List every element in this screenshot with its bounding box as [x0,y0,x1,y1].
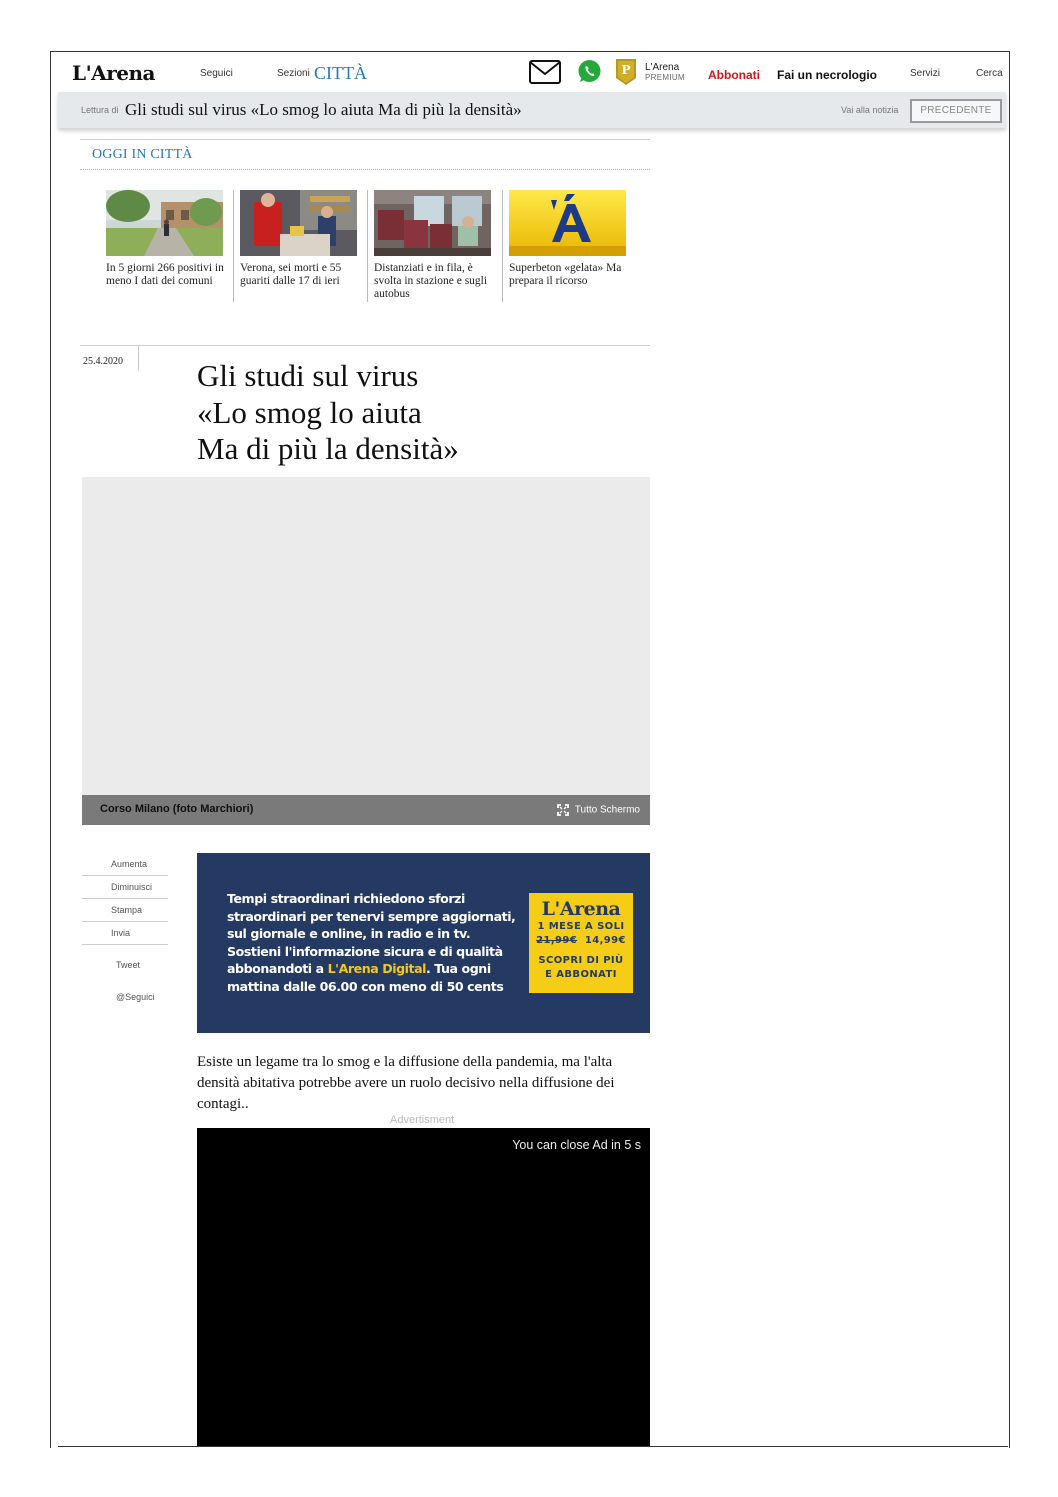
card-divider [502,190,503,302]
promo-offer-box[interactable] [529,893,633,993]
news-caption[interactable]: Distanziati e in fila, è svolta in stazione e sugli autobus [374,262,488,300]
promo-text [227,890,517,995]
section-title[interactable]: CITTÀ [314,63,367,83]
news-card[interactable] [233,190,358,302]
send-button[interactable]: Invia [82,922,168,945]
site-logo[interactable]: L'Arena [72,61,155,85]
video-ad[interactable] [197,1128,650,1446]
headline-line: «Lo smog lo aiuta [197,394,422,430]
premium-shield-icon[interactable] [615,58,637,86]
article-headline [197,358,459,468]
reading-title[interactable]: Gli studi sul virus «Lo smog lo aiuta Ma di più la densità» [125,100,522,119]
site-header [58,52,1008,92]
cerca-link[interactable]: Cerca [976,68,1003,79]
font-increase-button[interactable]: Aumenta [82,853,168,876]
font-decrease-button[interactable]: Diminuisci [82,876,168,899]
goto-article-link[interactable]: Vai alla notizia [841,105,899,115]
card-divider [233,190,234,302]
servizi-link[interactable]: Servizi [910,68,941,79]
subscription-banner[interactable] [197,853,650,1033]
headline-line: Ma di più la densità» [197,431,459,466]
news-caption[interactable]: Verona, sei morti e 55 guariti dalle 17 di ieri [240,262,342,287]
necrologio-link[interactable]: Fai un necrologio [777,68,878,82]
reading-label: Lettura di [81,105,119,115]
article-divider [80,345,650,346]
news-card[interactable] [99,190,224,302]
seguici-link[interactable]: Seguici [200,68,233,79]
tweet-button[interactable]: Tweet [116,960,141,970]
ad-close-countdown[interactable]: You can close Ad in 5 s [512,1138,641,1152]
ad-label: Advertisment [390,1114,455,1126]
whatsapp-icon[interactable] [577,59,602,84]
old-price: 21,99€ [536,935,578,946]
news-thumbnail[interactable] [240,190,357,256]
promo-highlight: L'Arena Digital [327,961,427,976]
news-caption[interactable]: Superbeton «gelata» Ma prepara il ricorso [509,262,622,287]
article-date: 25.4.2020 [83,356,123,367]
premium-badge-letter: P [621,63,631,77]
premium-subtitle: PREMIUM [645,73,685,82]
news-caption[interactable]: In 5 giorni 266 positivi in meno I dati dei comuni [106,262,224,287]
promo-offer-line: 1 MESE A SOLI [537,921,625,932]
sezioni-link[interactable]: Sezioni [277,68,310,79]
follow-button[interactable]: @Seguici [116,992,155,1002]
promo-text-after: . Tua ogni mattina dalle 06.00 con meno di 50 cents [227,961,504,994]
oggi-in-citta-header [80,139,650,170]
promo-text-before: Tempi straordinari richiedono sforzi straordinari per tenervi sempre aggiornati, sul giornale e online, in radio e in tv. Sostieni l'informazione sicura e di qualità abbonandoti a [227,891,516,976]
page-frame-bottom [58,1446,1008,1447]
headline-line: Gli studi sul virus [197,358,419,393]
date-divider [138,346,139,371]
print-button[interactable]: Stampa [82,899,168,922]
reading-bar [58,92,1006,128]
article-photo[interactable] [82,477,650,795]
article-tools [82,853,168,945]
promo-cta-line1: SCOPRI DI PIÙ [538,955,624,966]
photo-caption: Corso Milano (foto Marchiori) [100,803,254,815]
oggi-heading[interactable]: OGGI IN CITTÀ [92,147,193,162]
news-thumbnail[interactable] [374,190,491,256]
promo-cta-line2: E ABBONATI [545,969,617,980]
news-card[interactable] [367,190,492,302]
news-cards [99,190,639,310]
arena-logo-thumbnail[interactable] [509,190,626,256]
fullscreen-button[interactable] [557,804,640,816]
news-thumbnail[interactable] [106,190,223,256]
abbonati-link[interactable]: Abbonati [708,68,760,82]
premium-link[interactable] [645,63,685,83]
promo-logo: L'Arena [541,898,621,920]
article-body: Esiste un legame tra lo smog e la diffusione della pandemia, ma l'alta densità abitativa potrebbe avere un ruolo decisivo nella diffusione dei contagi.. [197,1054,615,1112]
previous-button[interactable]: PRECEDENTE [910,99,1002,123]
news-card[interactable] [502,190,627,302]
new-price: 14,99€ [584,935,626,946]
card-divider [367,190,368,302]
fullscreen-label: Tutto Schermo [574,804,640,816]
premium-title: L'Arena [645,62,680,73]
photo-caption-bar [82,795,650,825]
mail-icon[interactable] [529,60,561,84]
fullscreen-icon [557,804,569,816]
promo-price [529,934,633,948]
